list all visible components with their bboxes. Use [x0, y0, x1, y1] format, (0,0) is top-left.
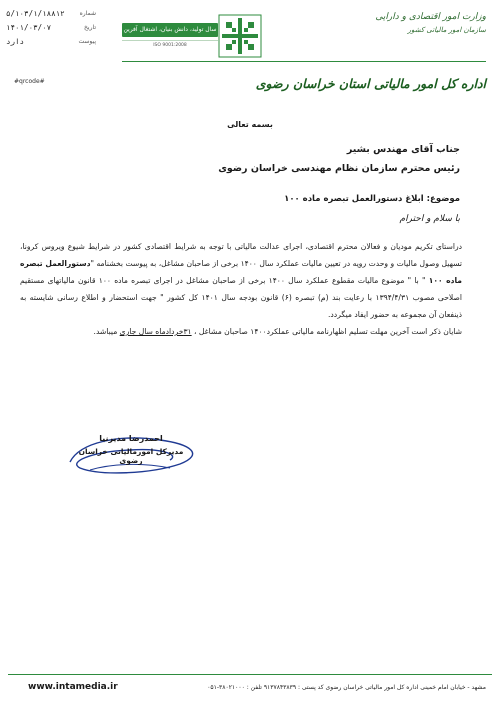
meta-number-value: ۵/۱۰۳/۱/۱۸۸۱۲ — [6, 8, 65, 18]
greeting: با سلام و احترام — [399, 214, 460, 224]
bismillah: بسمه تعالی — [227, 120, 273, 129]
recipient — [60, 144, 460, 174]
letter-body — [20, 238, 462, 340]
meta-attachment-label: پیوست — [78, 37, 96, 45]
recipient-title: رئیس محترم سازمان نظام مهندسی خراسان رضوی — [218, 163, 460, 174]
deadline-date: ۳۱خردادماه سال جاری — [119, 327, 192, 336]
header-divider — [122, 61, 486, 62]
iso-certificate: ISO 9001:2008 — [122, 40, 218, 51]
meta-attachment-value: دارد — [6, 36, 25, 46]
letter-meta — [6, 6, 96, 48]
circular-title: دستورالعمل تبصره ماده ۱۰۰ — [20, 259, 463, 285]
body-paragraph-1: دراستای تکریم مودیان و فعالان محترم اقتصادی، اجرای عدالت مالیاتی با توجه به شرایط اقتصادی کشور در شرایط شیوع ویروس کرونا، تسهیل وصول مالیات و وحدت رویه در تعیین مالیات عملکرد سال ۱۴۰۰ برخی از صاحبان مشاغل، به پیوست بخشنامه " — [20, 242, 462, 268]
qrcode-placeholder: #qrcode# — [14, 78, 45, 85]
recipient-name: جناب آقای مهندس بشیر — [346, 144, 460, 155]
signatory-position: مدیرکل امورمالیاتی خراسان رضوی — [78, 447, 184, 465]
meta-number — [6, 6, 96, 20]
body-paragraph-2-rest: میباشد. — [93, 327, 120, 336]
body-paragraph-1-rest: " با " موضوع مالیات مقطوع عملکرد سال ۱۴۰۰ برخی از صاحبان مشاغل در اجرای تبصره ماده ۱۰۰ قانون مالیاتهای مستقیم اصلاحی مصوب ۱۳۹۴/۴/۳۱ با رعایت بند (م) تبصره (۶) قانون بودجه سال ۱۴۰۱ کل کشور " جهت استحضار و اطلاع رسانی شایسته به ذینفعان آن مجموعه به حضور ایفاد میگردد. — [20, 276, 462, 319]
meta-date-value: ۱۴۰۱/۰۳/۰۷ — [6, 22, 52, 32]
body-paragraph-2: شایان ذکر است آخرین مهلت تسلیم اظهارنامه مالیاتی عملکرد۱۴۰۰ صاحبان مشاغل ، — [191, 327, 462, 336]
meta-date — [6, 20, 96, 34]
ministry-header — [286, 12, 486, 34]
year-slogan: سال تولید، دانش بنیان، اشتغال آفرین — [122, 23, 218, 37]
signatory-name: احمدرضا مدیرنیا — [99, 434, 163, 443]
meta-attachment — [6, 34, 96, 48]
ministry-name: وزارت امور اقتصادی و دارایی — [375, 12, 486, 22]
letter-subject: موضوع: ابلاغ دستورالعمل تبصره ماده ۱۰۰ — [284, 194, 460, 204]
footer-divider — [8, 674, 492, 675]
footer-address: مشهد - خیابان امام خمینی اداره کل امور مالیاتی خراسان رضوی کد پستی : ۹۱۳۷۸۴۳۸۳۹ تلفن : ۳۸۰۲۱۰۰۰-۰۵۱ — [207, 683, 486, 691]
tax-organization-logo-icon — [218, 14, 262, 58]
administration-title: اداره کل امور مالیاتی استان خراسان رضوی — [255, 76, 486, 91]
organization-name: سازمان امور مالیاتی کشور — [407, 26, 486, 34]
footer — [28, 682, 486, 692]
meta-date-label: تاریخ — [84, 23, 96, 31]
meta-number-label: شماره — [79, 9, 96, 17]
signature-block — [66, 434, 196, 465]
website-link[interactable]: www.intamedia.ir — [28, 682, 118, 692]
